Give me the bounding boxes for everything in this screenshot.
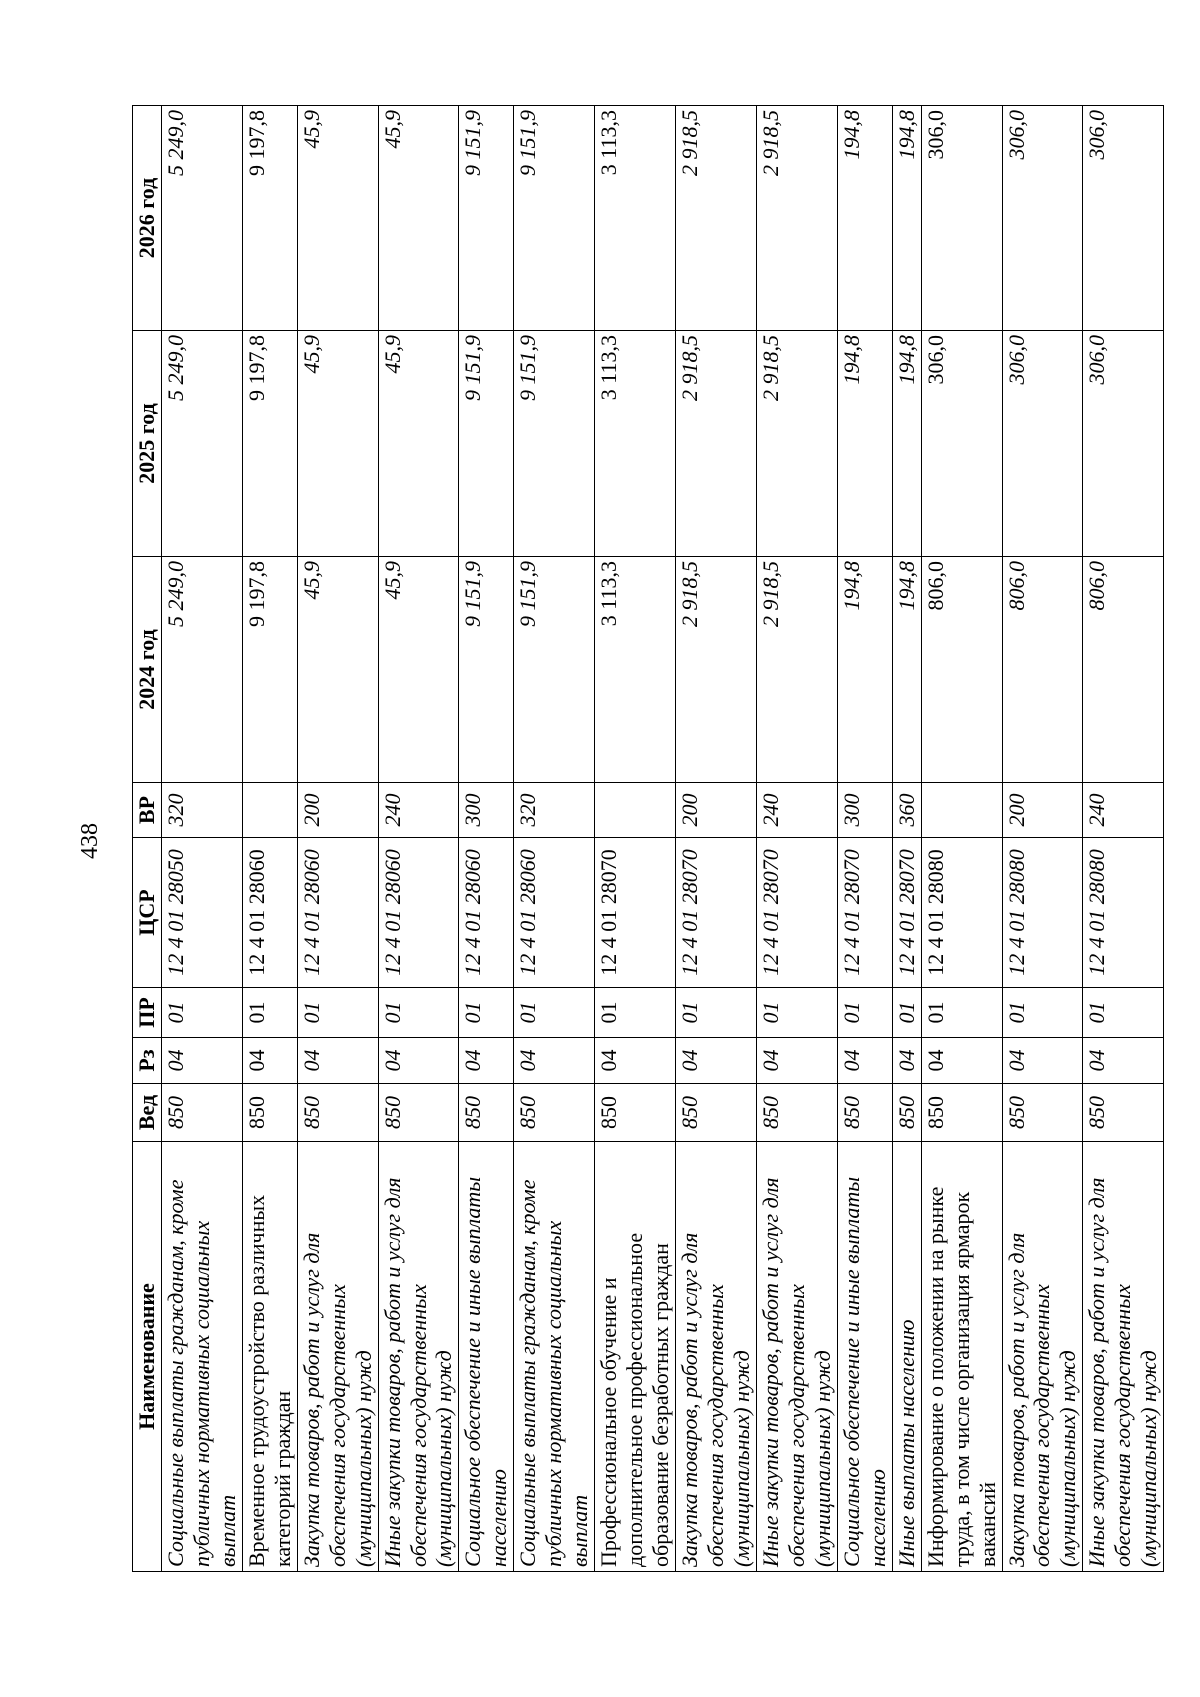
row-2024: 9 151,9 (514, 557, 595, 783)
row-name: Временное трудоустройство различных категорий граждан (242, 1142, 297, 1572)
row-vr (242, 783, 297, 838)
row-ved: 850 (595, 1084, 676, 1142)
row-csr: 12 4 01 28070 (892, 838, 921, 988)
row-rz: 04 (892, 1038, 921, 1084)
row-2024: 45,9 (297, 557, 378, 783)
row-2026: 9 151,9 (459, 106, 514, 331)
row-vr: 240 (1083, 783, 1164, 838)
table-row (514, 106, 595, 1572)
row-rz: 04 (756, 1038, 837, 1084)
row-csr: 12 4 01 28070 (756, 838, 837, 988)
row-vr (921, 783, 1002, 838)
header-vr: ВР (133, 783, 162, 838)
row-2024: 2 918,5 (756, 557, 837, 783)
row-name: Закупка товаров, работ и услуг для обеспечения государственных (муниципальных) нужд (297, 1142, 378, 1572)
row-2026: 45,9 (378, 106, 459, 331)
row-csr: 12 4 01 28060 (459, 838, 514, 988)
row-2024: 9 151,9 (459, 557, 514, 783)
row-2025: 194,8 (837, 331, 892, 557)
table-row (595, 106, 676, 1572)
row-pr: 01 (514, 988, 595, 1038)
table-row (297, 106, 378, 1572)
row-csr: 12 4 01 28070 (837, 838, 892, 988)
row-rz: 04 (378, 1038, 459, 1084)
row-2025: 2 918,5 (756, 331, 837, 557)
table-row (892, 106, 921, 1572)
row-csr: 12 4 01 28080 (1002, 838, 1083, 988)
budget-table (132, 105, 1164, 1572)
rotated-table-frame (132, 106, 1162, 1572)
row-2026: 45,9 (297, 106, 378, 331)
row-pr: 01 (595, 988, 676, 1038)
row-2025: 194,8 (892, 331, 921, 557)
page-number: 438 (77, 823, 103, 859)
row-2026: 9 151,9 (514, 106, 595, 331)
row-2026: 306,0 (1083, 106, 1164, 331)
row-rz: 04 (242, 1038, 297, 1084)
header-rz: Рз (133, 1038, 162, 1084)
row-2024: 9 197,8 (242, 557, 297, 783)
table-row (378, 106, 459, 1572)
table-row (837, 106, 892, 1572)
row-name: Иные закупки товаров, работ и услуг для обеспечения государственных (муниципальных) нужд (756, 1142, 837, 1572)
row-pr: 01 (756, 988, 837, 1038)
table-row (1002, 106, 1083, 1572)
row-2026: 9 197,8 (242, 106, 297, 331)
table-row (161, 106, 242, 1572)
row-name: Иные выплаты населению (892, 1142, 921, 1572)
header-ved: Вед (133, 1084, 162, 1142)
row-ved: 850 (459, 1084, 514, 1142)
row-ved: 850 (242, 1084, 297, 1142)
row-2026: 194,8 (892, 106, 921, 331)
row-ved: 850 (514, 1084, 595, 1142)
row-vr (595, 783, 676, 838)
row-pr: 01 (892, 988, 921, 1038)
row-rz: 04 (297, 1038, 378, 1084)
row-pr: 01 (242, 988, 297, 1038)
row-vr: 300 (837, 783, 892, 838)
row-2025: 306,0 (1002, 331, 1083, 557)
row-pr: 01 (1083, 988, 1164, 1038)
row-csr: 12 4 01 28060 (242, 838, 297, 988)
row-ved: 850 (892, 1084, 921, 1142)
row-pr: 01 (837, 988, 892, 1038)
row-ved: 850 (1083, 1084, 1164, 1142)
table-row (676, 106, 757, 1572)
row-csr: 12 4 01 28060 (297, 838, 378, 988)
row-name: Профессиональное обучение и дополнительное профессиональное образование безработных граждан (595, 1142, 676, 1572)
row-pr: 01 (378, 988, 459, 1038)
table-header-row (133, 106, 162, 1572)
row-rz: 04 (514, 1038, 595, 1084)
row-vr: 320 (161, 783, 242, 838)
row-name: Закупка товаров, работ и услуг для обеспечения государственных (муниципальных) нужд (1002, 1142, 1083, 1572)
row-pr: 01 (676, 988, 757, 1038)
row-vr: 200 (1002, 783, 1083, 838)
row-csr: 12 4 01 28080 (1083, 838, 1164, 988)
row-2025: 306,0 (1083, 331, 1164, 557)
row-vr: 360 (892, 783, 921, 838)
row-ved: 850 (297, 1084, 378, 1142)
row-2026: 5 249,0 (161, 106, 242, 331)
row-ved: 850 (756, 1084, 837, 1142)
table-row (921, 106, 1002, 1572)
row-name: Социальные выплаты гражданам, кроме публичных нормативных социальных выплат (161, 1142, 242, 1572)
row-ved: 850 (1002, 1084, 1083, 1142)
row-pr: 01 (921, 988, 1002, 1038)
row-csr: 12 4 01 28060 (514, 838, 595, 988)
row-rz: 04 (595, 1038, 676, 1084)
row-2025: 306,0 (921, 331, 1002, 557)
row-2024: 806,0 (1002, 557, 1083, 783)
row-pr: 01 (1002, 988, 1083, 1038)
row-2024: 806,0 (1083, 557, 1164, 783)
row-2024: 45,9 (378, 557, 459, 783)
row-rz: 04 (459, 1038, 514, 1084)
header-2025: 2025 год (133, 331, 162, 557)
row-2024: 2 918,5 (676, 557, 757, 783)
table-body (161, 106, 1163, 1572)
row-2025: 9 151,9 (514, 331, 595, 557)
row-pr: 01 (297, 988, 378, 1038)
row-rz: 04 (1002, 1038, 1083, 1084)
row-rz: 04 (1083, 1038, 1164, 1084)
row-vr: 300 (459, 783, 514, 838)
row-ved: 850 (837, 1084, 892, 1142)
row-name: Закупка товаров, работ и услуг для обеспечения государственных (муниципальных) нужд (676, 1142, 757, 1572)
row-2024: 3 113,3 (595, 557, 676, 783)
row-2024: 806,0 (921, 557, 1002, 783)
row-2026: 306,0 (921, 106, 1002, 331)
header-2026: 2026 год (133, 106, 162, 331)
row-2024: 5 249,0 (161, 557, 242, 783)
row-2025: 45,9 (378, 331, 459, 557)
row-2025: 9 197,8 (242, 331, 297, 557)
row-2024: 194,8 (892, 557, 921, 783)
row-ved: 850 (378, 1084, 459, 1142)
row-2026: 2 918,5 (676, 106, 757, 331)
row-vr: 200 (676, 783, 757, 838)
row-ved: 850 (921, 1084, 1002, 1142)
table-row (459, 106, 514, 1572)
table-row (1083, 106, 1164, 1572)
row-name: Иные закупки товаров, работ и услуг для обеспечения государственных (муниципальных) нужд (378, 1142, 459, 1572)
row-2026: 3 113,3 (595, 106, 676, 331)
row-vr: 240 (756, 783, 837, 838)
row-2026: 2 918,5 (756, 106, 837, 331)
header-pr: ПР (133, 988, 162, 1038)
row-pr: 01 (161, 988, 242, 1038)
row-rz: 04 (676, 1038, 757, 1084)
table-row (756, 106, 837, 1572)
row-csr: 12 4 01 28070 (595, 838, 676, 988)
row-2025: 45,9 (297, 331, 378, 557)
row-rz: 04 (161, 1038, 242, 1084)
row-2025: 3 113,3 (595, 331, 676, 557)
row-name: Информирование о положении на рынке труда, в том числе организация ярмарок вакансий (921, 1142, 1002, 1572)
header-csr: ЦСР (133, 838, 162, 988)
row-ved: 850 (161, 1084, 242, 1142)
header-2024: 2024 год (133, 557, 162, 783)
row-2025: 5 249,0 (161, 331, 242, 557)
row-2026: 194,8 (837, 106, 892, 331)
row-vr: 320 (514, 783, 595, 838)
row-csr: 12 4 01 28050 (161, 838, 242, 988)
row-csr: 12 4 01 28070 (676, 838, 757, 988)
row-name: Социальное обеспечение и иные выплаты населению (459, 1142, 514, 1572)
row-rz: 04 (921, 1038, 1002, 1084)
row-2025: 2 918,5 (676, 331, 757, 557)
row-vr: 200 (297, 783, 378, 838)
row-pr: 01 (459, 988, 514, 1038)
row-ved: 850 (676, 1084, 757, 1142)
row-csr: 12 4 01 28080 (921, 838, 1002, 988)
row-rz: 04 (837, 1038, 892, 1084)
row-name: Иные закупки товаров, работ и услуг для обеспечения государственных (муниципальных) нужд (1083, 1142, 1164, 1572)
row-csr: 12 4 01 28060 (378, 838, 459, 988)
row-2024: 194,8 (837, 557, 892, 783)
row-name: Социальное обеспечение и иные выплаты населению (837, 1142, 892, 1572)
row-2025: 9 151,9 (459, 331, 514, 557)
header-name: Наименование (133, 1142, 162, 1572)
row-name: Социальные выплаты гражданам, кроме публичных нормативных социальных выплат (514, 1142, 595, 1572)
row-vr: 240 (378, 783, 459, 838)
table-row (242, 106, 297, 1572)
row-2026: 306,0 (1002, 106, 1083, 331)
